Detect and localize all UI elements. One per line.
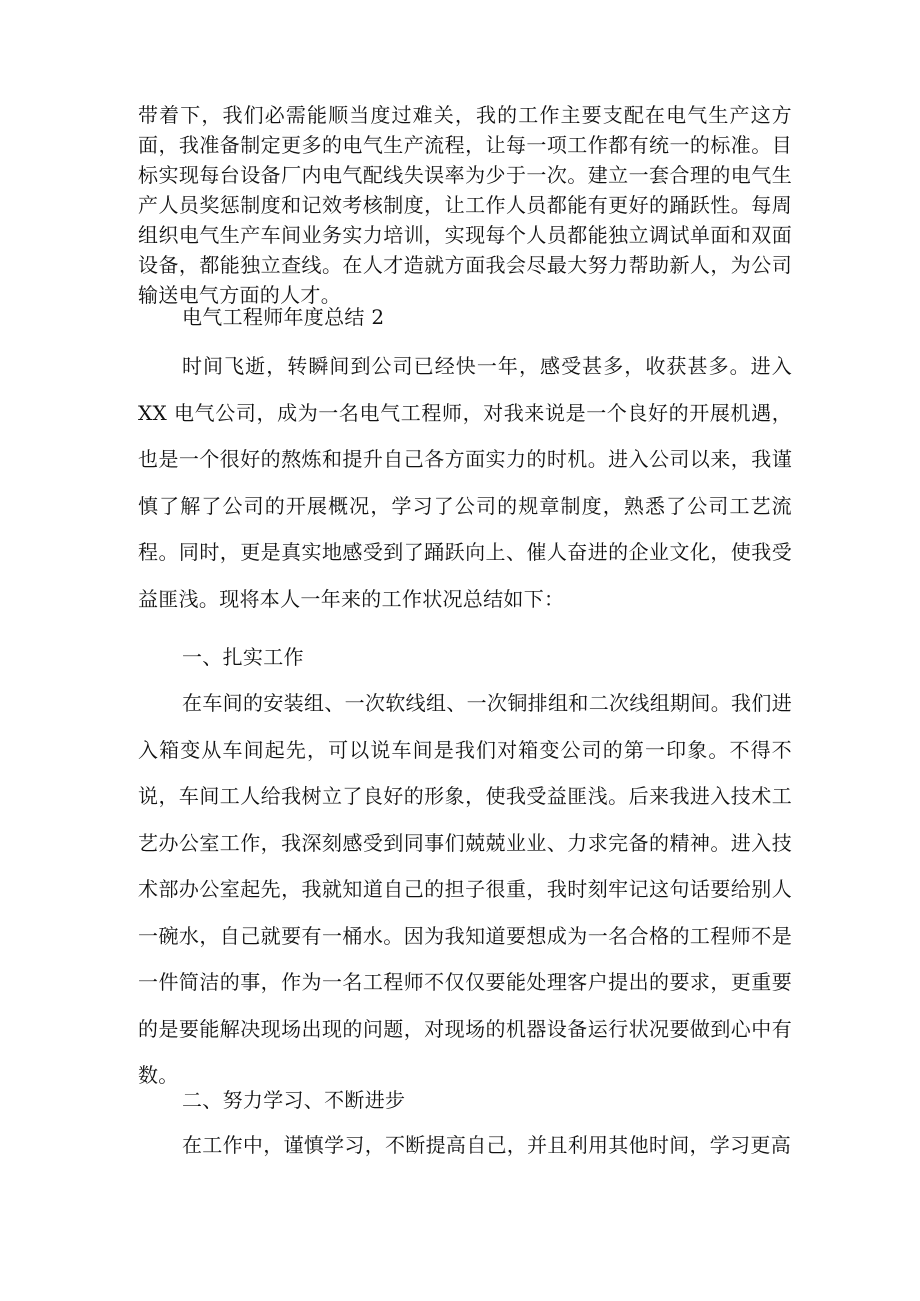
paragraph-introduction: 时间飞逝，转瞬间到公司已经快一年，感受甚多，收获甚多。进入 XX 电气公司，成为一名电气工程师，对我来说是一个良好的开展机遇，也是一个很好的熬炼和提升自己各方面实力的时机。进入公司以来，我谨慎了解了公司的开展概况，学习了公司的规章制度，熟悉了公司工艺流程。同时，更是真实地感受到了踊跃向上、催人奋进的企业文化，使我受益匪浅。现将本人一年来的工作状况总结如下：: [138, 354, 792, 611]
section-title-summary-2: 电气工程师年度总结 2: [182, 305, 385, 329]
heading-study-progress: 二、努力学习、不断进步: [182, 1088, 406, 1112]
paragraph-production-plan: 带着下，我们必需能顺当度过难关，我的工作主要支配在电气生产这方面，我准备制定更多的电气生产流程，让每一项工作都有统一的标准。目标实现每台设备厂内电气配线失误率为少于一次。建立一套合理的电气生产人员奖惩制度和记效考核制度，让工作人员都能有更好的踊跃性。每周组织电气生产车间业务实力培训，实现每个人员都能独立调试单面和双面设备，都能独立查线。在人才造就方面我会尽最大努力帮助新人，为公司输送电气方面的人才。: [138, 103, 792, 307]
paragraph-workshop-experience: 在车间的安装组、一次软线组、一次铜排组和二次线组期间。我们进入箱变从车间起先，可以说车间是我们对箱变公司的第一印象。不得不说，车间工人给我树立了良好的形象，使我受益匪浅。后来我进入技术工艺办公室工作，我深刻感受到同事们兢兢业业、力求完备的精神。进入技术部办公室起先，我就知道自己的担子很重，我时刻牢记这句话要给别人一碗水，自己就要有一桶水。因为我知道要想成为一名合格的工程师不是一件简洁的事，作为一名工程师不仅仅要能处理客户提出的要求，更重要的是要能解决现场出现的问题，对现场的机器设备运行状况要做到心中有数。: [138, 691, 792, 1087]
heading-solid-work: 一、扎实工作: [182, 645, 304, 669]
paragraph-study: 在工作中，谨慎学习，不断提高自己，并且利用其他时间，学习更高: [182, 1133, 791, 1157]
